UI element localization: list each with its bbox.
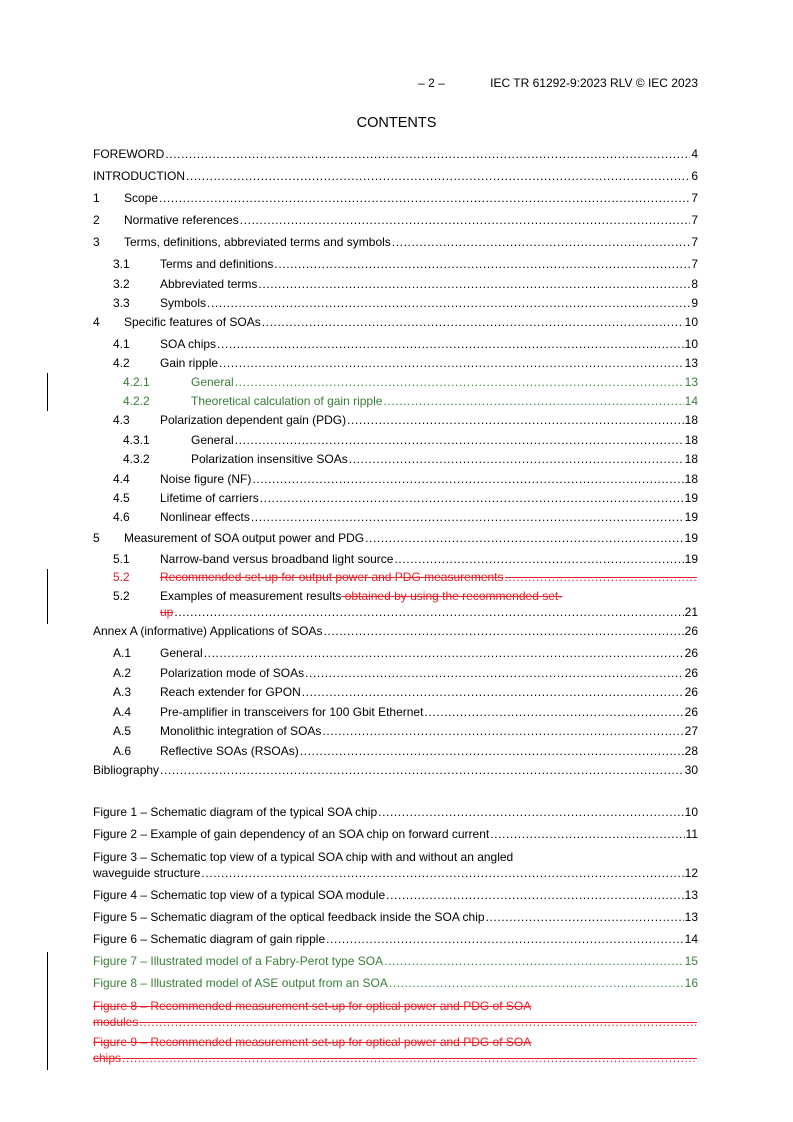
- toc-entry-page: 21: [684, 605, 698, 619]
- toc-entry-page: 10: [684, 805, 698, 819]
- toc-entry[interactable]: [93, 336, 698, 352]
- toc-entry-title: Gain ripple: [160, 356, 219, 370]
- toc-entry-page: 12: [684, 866, 698, 880]
- toc-entry[interactable]: [93, 704, 698, 720]
- toc-entry-page: 26: [684, 705, 698, 719]
- toc-entry-title: Scope: [124, 191, 159, 205]
- toc-entry[interactable]: [93, 569, 698, 585]
- deleted-text: up: [160, 605, 174, 619]
- toc-entry-number: 4.3.2: [123, 452, 150, 466]
- toc-entry-number: 4.5: [113, 491, 130, 505]
- dot-leader: [349, 451, 684, 467]
- toc-entry-title: Specific features of SOAs: [124, 315, 261, 329]
- toc-entry-page: 13: [684, 375, 698, 389]
- toc-entry[interactable]: [93, 762, 698, 778]
- toc-entry-title: Reach extender for GPON: [160, 685, 301, 699]
- toc-entry-number: 2: [93, 213, 100, 227]
- toc-entry-number: 4.3: [113, 413, 130, 427]
- dot-leader: [262, 314, 684, 330]
- toc-entry-page: 18: [684, 413, 698, 427]
- toc-entry[interactable]: [93, 212, 698, 228]
- toc-entry-page: 18: [684, 433, 698, 447]
- dot-leader: [326, 931, 684, 947]
- toc-entry[interactable]: [93, 412, 698, 428]
- toc-entry-number: 4.4: [113, 472, 130, 486]
- toc-entry[interactable]: [93, 256, 698, 272]
- dot-leader: [201, 865, 683, 881]
- dot-leader: [386, 887, 683, 903]
- toc-entry-page: 27: [684, 724, 698, 738]
- toc-entry[interactable]: [93, 931, 698, 947]
- toc-entry-number: A.5: [113, 724, 132, 738]
- dot-leader: [322, 723, 683, 739]
- dot-leader: [424, 704, 683, 720]
- dot-leader: [219, 355, 684, 371]
- toc-entry-title: Narrow-band versus broadband light source: [160, 552, 394, 566]
- toc-entry-number: 4.2: [113, 356, 130, 370]
- toc-entry-page: 11: [685, 827, 698, 841]
- page-header: [418, 76, 698, 90]
- toc-entry[interactable]: [93, 887, 698, 903]
- toc-entry-title: INTRODUCTION: [93, 169, 185, 183]
- toc-entry[interactable]: [93, 723, 698, 739]
- toc-entry-title: Normative references: [124, 213, 239, 227]
- dot-leader: [186, 168, 690, 184]
- toc-entry-page: 16: [684, 976, 698, 990]
- toc-entry-number: 3.1: [113, 257, 130, 271]
- dot-leader: [159, 190, 690, 206]
- toc-entry[interactable]: [93, 684, 698, 700]
- dot-leader: [122, 1050, 697, 1066]
- toc-entry-title: Terms and definitions: [160, 257, 274, 271]
- deleted-figure-entry: [93, 998, 698, 1030]
- toc-entry-page: 7: [691, 257, 698, 271]
- dot-leader: [251, 509, 684, 525]
- toc-entry-title: Reflective SOAs (RSOAs): [160, 744, 299, 758]
- toc-entry-title: Figure 5 – Schematic diagram of the optical feedback inside the SOA chip: [93, 910, 485, 924]
- change-bar: [47, 569, 48, 624]
- dot-leader: [394, 551, 683, 567]
- header-document-id: IEC TR 61292-9:2023 RLV © IEC 2023: [490, 76, 698, 90]
- toc-entry-number: A.4: [113, 705, 132, 719]
- toc-entry[interactable]: [93, 588, 698, 620]
- change-bar: [47, 952, 48, 1070]
- dot-leader: [300, 743, 684, 759]
- deleted-text: obtained by using the recommended set-: [341, 589, 563, 603]
- toc-entry-page: 26: [684, 685, 698, 699]
- dot-leader: [174, 604, 683, 620]
- toc-entry-number: 4: [93, 315, 100, 329]
- toc-entry-title: Terms, definitions, abbreviated terms and symbols: [124, 235, 391, 249]
- toc-entry[interactable]: [93, 374, 698, 390]
- toc-entry-page: 7: [691, 235, 698, 249]
- toc-entry[interactable]: [93, 804, 698, 820]
- toc-entry-title: waveguide structure: [93, 866, 201, 880]
- toc-entry-page: 10: [684, 337, 698, 351]
- dot-leader: [207, 295, 690, 311]
- toc-entry-title: Symbols: [160, 296, 207, 310]
- toc-entry-page: 14: [684, 394, 698, 408]
- change-bar: [47, 373, 48, 411]
- deleted-text: Figure 9 – Recommended measurement set-up for optical power and PDG of SOA: [93, 1035, 532, 1049]
- toc-entry-page: 18: [684, 452, 698, 466]
- toc-entry-title: Monolithic integration of SOAs: [160, 724, 322, 738]
- toc-entry[interactable]: [93, 530, 698, 546]
- dot-leader: [389, 975, 684, 991]
- dot-leader: [383, 393, 683, 409]
- toc-entry[interactable]: [93, 953, 698, 969]
- dot-leader: [378, 804, 684, 820]
- toc-entry-title: Figure 3 – Schematic top view of a typical SOA chip with and without an angled: [93, 850, 514, 864]
- toc-entry[interactable]: [93, 909, 698, 925]
- toc-entry[interactable]: [93, 234, 698, 250]
- toc-entry-number: 5: [93, 531, 100, 545]
- toc-entry-title: Lifetime of carriers: [160, 491, 259, 505]
- toc-entry-title: Annex A (informative) Applications of SOAs: [93, 624, 323, 638]
- toc-entry-title: General: [160, 646, 203, 660]
- toc-entry-title: Theoretical calculation of gain ripple: [191, 394, 383, 408]
- toc-entry-page: 26: [684, 624, 698, 638]
- toc-entry-number: 4.2.1: [123, 375, 150, 389]
- header-page-number: – 2 –: [418, 76, 445, 90]
- toc-entry[interactable]: [93, 490, 698, 506]
- toc-entry-page: 26: [684, 666, 698, 680]
- dot-leader: [392, 234, 691, 250]
- toc-entry-page: 13: [684, 356, 698, 370]
- toc-entry-page: 13: [684, 910, 698, 924]
- toc-entry-page: 10: [684, 315, 698, 329]
- toc-entry-page: 14: [684, 932, 698, 946]
- toc-entry[interactable]: [93, 276, 698, 292]
- toc-entry[interactable]: [93, 975, 698, 991]
- toc-entry-title: Bibliography: [93, 763, 160, 777]
- toc-entry-title: Polarization mode of SOAs: [160, 666, 305, 680]
- toc-entry[interactable]: [93, 168, 698, 184]
- toc-entry[interactable]: [93, 645, 698, 661]
- toc-entry-number: 1: [93, 191, 100, 205]
- toc-entry-title: Figure 8 – Illustrated model of ASE output from an SOA: [93, 976, 388, 990]
- toc-entry-number: 5.2: [113, 589, 130, 603]
- toc-entry-number: 5.2: [113, 570, 130, 584]
- deleted-text: modules: [93, 1015, 139, 1029]
- toc-entry-title: Figure 7 – Illustrated model of a Fabry-Perot type SOA: [93, 954, 384, 968]
- toc-entry-title: SOA chips: [160, 337, 217, 351]
- dot-leader: [217, 336, 684, 352]
- toc-entry-title: Polarization insensitive SOAs: [191, 452, 348, 466]
- dot-leader: [160, 762, 684, 778]
- toc-entry-title: Figure 6 – Schematic diagram of gain ripple: [93, 932, 326, 946]
- toc-entry-title: Examples of measurement results: [160, 589, 342, 603]
- toc-entry[interactable]: [93, 355, 698, 371]
- dot-leader: [384, 953, 684, 969]
- deleted-text: Figure 8 – Recommended measurement set-up for optical power and PDG of SOA: [93, 999, 532, 1013]
- toc-entry-number: 3.3: [113, 296, 130, 310]
- toc-entry-number: 4.6: [113, 510, 130, 524]
- toc-entry-page: 8: [691, 277, 698, 291]
- toc-entry-number: 3: [93, 235, 100, 249]
- toc-entry-page: 6: [691, 169, 698, 183]
- dot-leader: [252, 471, 683, 487]
- toc-entry-page: 19: [684, 552, 698, 566]
- toc-entry-page: 19: [684, 531, 698, 545]
- toc-entry[interactable]: [93, 551, 698, 567]
- toc-entry[interactable]: [93, 471, 698, 487]
- dot-leader: [258, 276, 690, 292]
- dot-leader: [235, 432, 684, 448]
- toc-entry-number: 4.2.2: [123, 394, 150, 408]
- toc-entry[interactable]: [93, 743, 698, 759]
- toc-entry[interactable]: [93, 314, 698, 330]
- toc-entry-number: A.6: [113, 744, 132, 758]
- toc-entry-title: Figure 4 – Schematic top view of a typical SOA module: [93, 888, 386, 902]
- toc-entry-number: 5.1: [113, 552, 130, 566]
- toc-entry[interactable]: [93, 509, 698, 525]
- toc-figure-entry[interactable]: [93, 849, 698, 881]
- toc-entry[interactable]: [93, 623, 698, 639]
- dot-leader: [240, 212, 691, 228]
- toc-entry-title: Polarization dependent gain (PDG): [160, 413, 347, 427]
- toc-entry[interactable]: [93, 451, 698, 467]
- toc-entry-number: A.1: [113, 646, 132, 660]
- page-title: CONTENTS: [356, 115, 437, 131]
- toc-entry-page: 19: [684, 491, 698, 505]
- toc-entry-title: Nonlinear effects: [160, 510, 250, 524]
- toc-entry-page: 4: [691, 147, 698, 161]
- dot-leader: [365, 530, 684, 546]
- dot-leader: [260, 490, 684, 506]
- dot-leader: [305, 665, 684, 681]
- toc-entry-title: Recommended set-up for output power and PDG measurements: [160, 570, 504, 584]
- toc-entry-title: Abbreviated terms: [160, 277, 258, 291]
- dot-leader: [235, 374, 684, 390]
- toc-entry-title: General: [191, 375, 234, 389]
- toc-entry-number: 4.3.1: [123, 433, 150, 447]
- toc-entry-title: FOREWORD: [93, 147, 165, 161]
- toc-entry[interactable]: [93, 826, 698, 842]
- dot-leader: [323, 623, 683, 639]
- toc-entry-page: 15: [684, 954, 698, 968]
- toc-entry-page: 7: [691, 213, 698, 227]
- toc-entry-title: General: [191, 433, 234, 447]
- toc-entry-title: Noise figure (NF): [160, 472, 252, 486]
- toc-entry-page: 18: [684, 472, 698, 486]
- toc-entry-page: 28: [684, 744, 698, 758]
- toc-entry[interactable]: [93, 432, 698, 448]
- toc-entry-title: Figure 2 – Example of gain dependency of an SOA chip on forward current: [93, 827, 490, 841]
- dot-leader: [204, 645, 684, 661]
- toc-entry-title: Figure 1 – Schematic diagram of the typical SOA chip: [93, 805, 378, 819]
- toc-entry[interactable]: [93, 146, 698, 162]
- toc-entry-title: Pre-amplifier in transceivers for 100 Gbit Ethernet: [160, 705, 424, 719]
- toc-entry-page: 19: [684, 510, 698, 524]
- deleted-figure-entry: [93, 1034, 698, 1066]
- toc-entry-number: A.3: [113, 685, 132, 699]
- dot-leader: [139, 1014, 697, 1030]
- dot-leader: [505, 569, 697, 585]
- toc-entry-page: 30: [684, 763, 698, 777]
- toc-entry-page: 13: [684, 888, 698, 902]
- toc-entry[interactable]: [93, 190, 698, 206]
- deleted-text: chips: [93, 1051, 122, 1065]
- dot-leader: [274, 256, 690, 272]
- dot-leader: [165, 146, 690, 162]
- toc-entry-number: A.2: [113, 666, 132, 680]
- dot-leader: [302, 684, 684, 700]
- dot-leader: [347, 412, 684, 428]
- toc-entry[interactable]: [93, 295, 698, 311]
- toc-entry[interactable]: [93, 393, 698, 409]
- toc-entry-page: 26: [684, 646, 698, 660]
- dot-leader: [486, 909, 684, 925]
- toc-entry-page: 7: [691, 191, 698, 205]
- dot-leader: [490, 826, 684, 842]
- toc-entry[interactable]: [93, 665, 698, 681]
- toc-entry-number: 3.2: [113, 277, 130, 291]
- toc-entry-page: 9: [691, 296, 698, 310]
- toc-entry-number: 4.1: [113, 337, 130, 351]
- toc-entry-title: Measurement of SOA output power and PDG: [124, 531, 365, 545]
